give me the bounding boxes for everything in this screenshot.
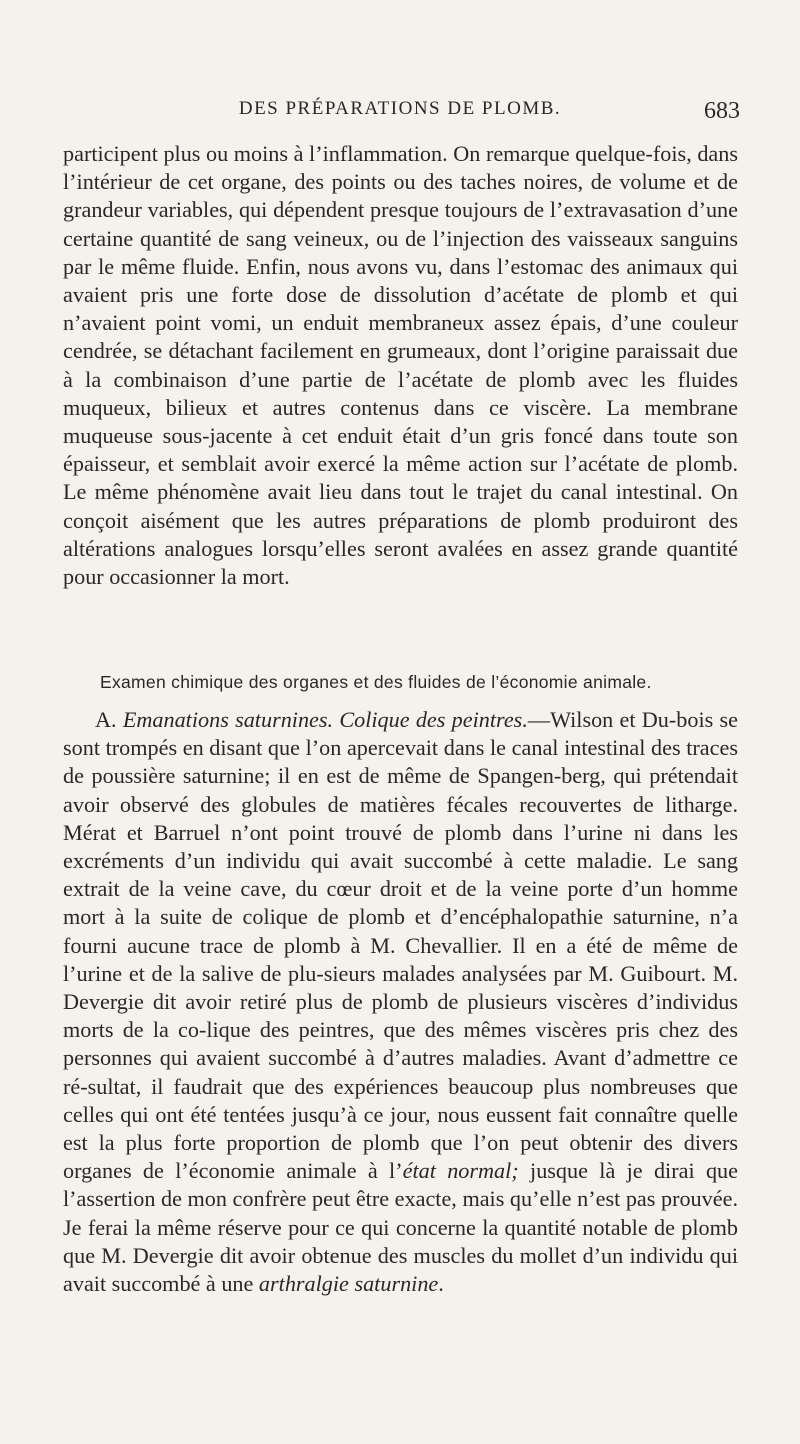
paragraph-1-text: participent plus ou moins à l’inflammation. On remarque quelque-fois, dans l’intérieur de cet organe, des points ou des taches noires, de volume et de grandeur variables, qui dépendent presque toujours de l’extravasation d’une certaine quantité de sang veineux, ou de l’injection des vaisseaux sanguins par le même fluide. Enfin, nous avons vu, dans l’estomac des animaux qui avaient pris une forte dose de dissolution d’acétate de plomb et qui n’avaient point vomi, un enduit membraneux assez épais, d’une couleur cendrée, se détachant facilement en grumeaux, dont l’origine paraissait due à la combinaison d’une partie de l’acétate de plomb avec les fluides muqueux, bilieux et autres contenus dans ce viscère. La membrane muqueuse sous-jacente à cet enduit était d’un gris foncé dans toute son épaisseur, et semblait avoir exercé la même action sur l’acétate de plomb. Le même phénomène avait lieu dans tout le trajet du canal intestinal. On conçoit aisément que les autres préparations de plomb produiront des altérations analogues lorsqu’elles seront avalées en assez grande quantité pour occasionner la mort. (63, 141, 738, 590)
final-punctuation: . (438, 1271, 444, 1297)
italic-etat-normal: état normal; (402, 1158, 519, 1184)
page-header (0, 98, 800, 128)
paragraph-label: A. (95, 707, 117, 732)
paragraph-1 (63, 140, 738, 591)
paragraph-2-continuation: jusque là je dirai que l’assertion de mon confrère peut être exacte, mais qu’elle n’est pas prouvée. Je ferai la même réserve pour ce qui concerne la quantité notable de plomb que M. Devergie dit avoir obtenue des muscles du mollet d’un individu qui avait succombé à une (63, 1158, 738, 1297)
running-title: DES PRÉPARATIONS DE PLOMB. (238, 98, 562, 119)
paragraph-2-text (63, 706, 738, 1298)
page-number: 683 (704, 98, 740, 124)
paragraph-2-body: —Wilson et Du-bois se sont trompés en disant que l’on apercevait dans le canal intestinal des traces de poussière saturnine; il en est de même de Spangen-berg, qui prétendait avoir observé des globules de matières fécales recouvertes de litharge. Mérat et Barruel n’ont point trouvé de plomb dans l’urine ni dans les excréments d’un individu qui avait succombé à cette maladie. Le sang extrait de la veine cave, du cœur droit et de la veine porte d’un homme mort à la suite de colique de plomb et d’encéphalopathie saturnine, n’a fourni aucune trace de plomb à M. Chevallier. Il en a été de même de l’urine et de la salive de plu-sieurs malades analysées par M. Guibourt. M. Devergie dit avoir retiré plus de plomb de plusieurs viscères d’individus morts de la co-lique des peintres, que des mêmes viscères pris chez des personnes qui avaient succombé à d’autres maladies. Avant d’admettre ce ré-sultat, il faudrait que des expériences beaucoup plus nombreuses que celles qui ont été tentées jusqu’à ce jour, nous eussent fait connaître quelle est la plus forte proportion de plomb que l’on peut obtenir des divers organes de l’économie animale à l’ (63, 707, 738, 1184)
italic-arthralgie: arthralgie saturnine (258, 1271, 439, 1297)
section-heading: Examen chimique des organes et des fluides de l’économie animale. (100, 672, 652, 692)
paragraph-2 (63, 706, 738, 1298)
italic-heading: Emanations saturnines. Colique des peintres. (122, 707, 528, 732)
